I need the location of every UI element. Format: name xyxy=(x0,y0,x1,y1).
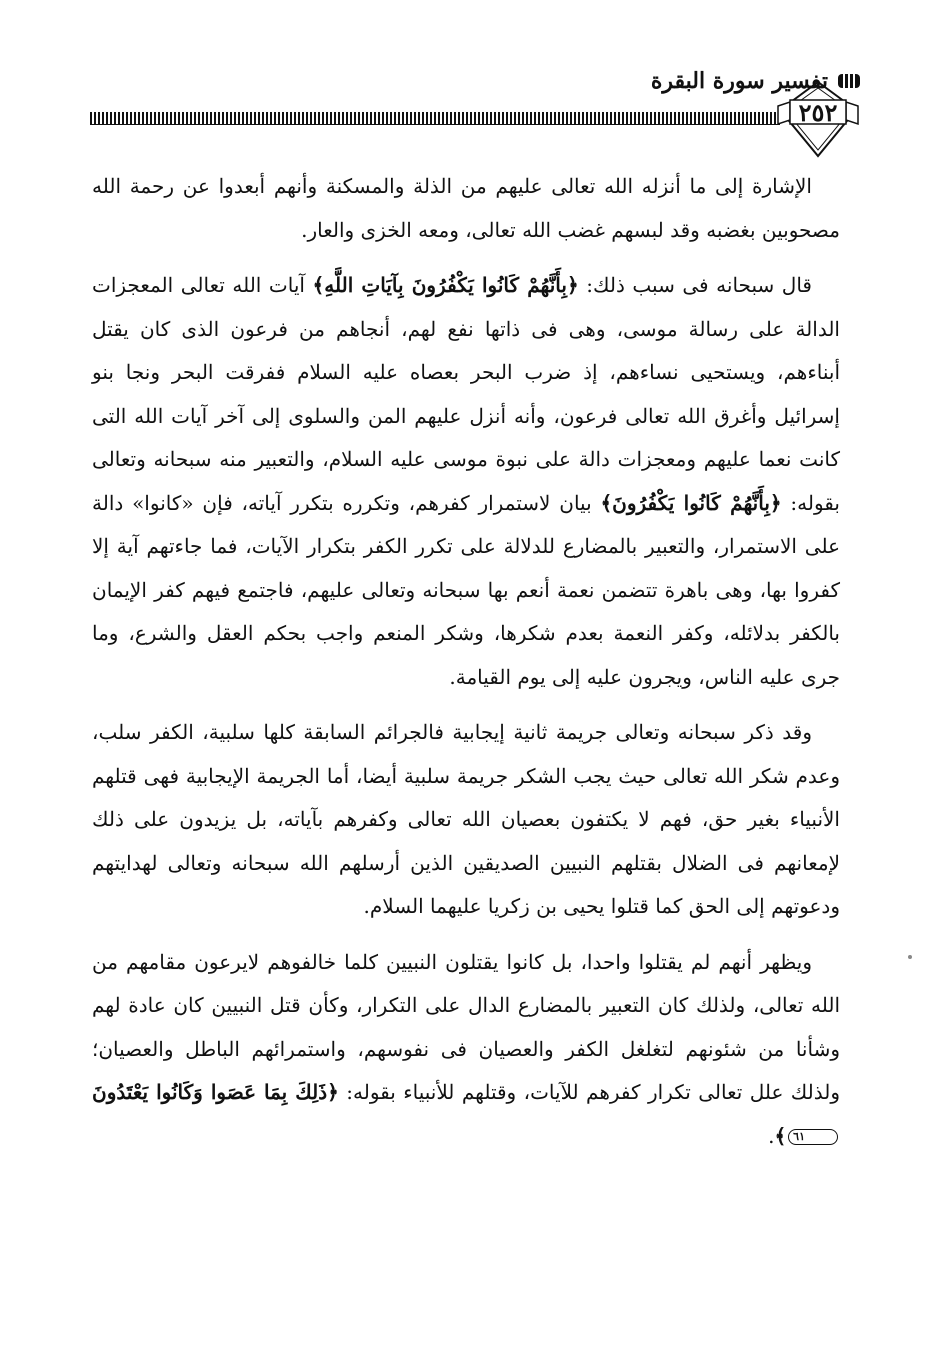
paragraph-1: الإشارة إلى ما أنزله الله تعالى عليهم من الذلة والمسكنة وأنهم أبعدوا عن رحمة الله مصحوبين بغضبه وقد لبسهم غضب الله تعالى، ومعه الخزى والعار. xyxy=(92,174,840,242)
quran-quote-1: ﴿بِأَنَّهُمْ كَانُوا يَكْفُرُونَ بِآيَاتِ اللَّهِ﴾ xyxy=(312,273,579,297)
paragraph-2-text-c: بيان لاستمرار كفرهم، وتكرره بتكرر آياته، فإن «كانوا» دالة على الاستمرار، والتعبير بالمضارع للدلالة على تكرر الكفر بتكرار الآيات، فما جاءتهم آية إلا كفروا بها، وهى باهرة تتضمن نعمة أنعم بها سبحانه وتعالى عليهم، فاجتمع فيهم كفر الإيمان بالكفر بدلائله، وكفر النعمة بعدم شكرها، وشكر المنعم واجب بحكم العقل والشرع، وما جرى عليه الناس، ويجرون عليه إلى يوم القيامة. xyxy=(92,490,840,689)
paragraph-2 xyxy=(92,264,840,699)
margin-speck xyxy=(908,955,912,959)
paragraph-2-text-b: آيات الله تعالى المعجزات الدالة على رسالة موسى، وهى فى ذاتها نفع لهم، أنجاهم من فرعون الذى كان يقتل أبناءهم، ويستحيى نساءهم، إذ ضرب البحر بعصاه عليه السلام ففرقت البحر ونجا بنو إسرائيل وأغرق الله تعالى فرعون، وأنه أنزل عليهم المن والسلوى إلى آخر آيات الله التى كانت نعما عليهم ومعجزات دالة على نبوة موسى عليه السلام، والتعبير منه سبحانه وتعالى بقوله: xyxy=(92,273,840,515)
header-rule xyxy=(90,112,780,124)
page-number-badge xyxy=(776,80,860,160)
page-body xyxy=(92,165,840,1158)
header-rule-line xyxy=(90,124,780,125)
page-number: ٢٥٢ xyxy=(798,98,838,127)
paragraph-4-text-a: ويظهر أنهم لم يقتلوا واحدا، بل كانوا يقتلون النبيين كلما خالفوهم لايرعون مقامهم من الله تعالى، ولذلك كان التعبير بالمضارع الدال على التكرار، وكأن قتل النبيين كان عادة لهم وشأنا من شئونهم لتغلغل الكفر والعصيان فى نفوسهم، واستمرائهم الباطل والعصيان؛ ولذلك علل تعالى تكرار كفرهم للآيات، وقتلهم للأنبياء بقوله: xyxy=(92,949,841,1104)
ayah-number-marker: ٦١ xyxy=(788,1129,838,1145)
paragraph-4: ويظهر أنهم لم يقتلوا واحدا، بل كانوا يقتلون النبيين كلما خالفوهم لايرعون مقامهم من الله تعالى، ولذلك كان التعبير بالمضارع الدال على التكرار، وكأن قتل النبيين كان عادة لهم وشأنا من شئونهم لتغلغل الكفر والعصيان فى نفوسهم، واستمرائهم الباطل والعصيان؛ ولذلك علل تعالى تكرار كفرهم للآيات، وقتلهم للأنبياء بقوله: ﴿ذَلِكَ بِمَا عَصَوا وَكَانُوا يَعْتَدُونَ٦١﴾. xyxy=(92,949,841,1148)
quran-quote-3-close: ﴾ xyxy=(774,1123,787,1148)
quran-quote-3-text: ﴿ذَلِكَ بِمَا عَصَوا وَكَانُوا يَعْتَدُونَ xyxy=(92,1080,339,1104)
paragraph-3: وقد ذكر سبحانه وتعالى جريمة ثانية إيجابية فالجرائم السابقة كلها سلبية، الكفر سلب، وعدم شكر الله تعالى حيث يجب الشكر جريمة سلبية أيضا، أما الجريمة الإيجابية فهى قتلهم الأنبياء بغير حق، فهم لا يكتفون بعصيان الله تعالى وكفرهم بآياته، بل يزيدون على ذلك لإمعانهم فى الضلال بقتلهم النبيين الصديقين الذين أرسلهم الله سبحانه وتعالى لهدايتهم ودعوتهم إلى الحق كما قتلوا يحيى بن زكريا عليهما السلام. xyxy=(92,720,840,918)
running-title-text: تفسير سورة البقرة xyxy=(650,68,828,94)
quran-quote-2: ﴿بِأَنَّهُمْ كَانُوا يَكْفُرُونَ﴾ xyxy=(600,490,782,515)
page-header xyxy=(90,60,860,160)
paragraph-2-text-a: قال سبحانه فى سبب ذلك: xyxy=(586,273,812,297)
